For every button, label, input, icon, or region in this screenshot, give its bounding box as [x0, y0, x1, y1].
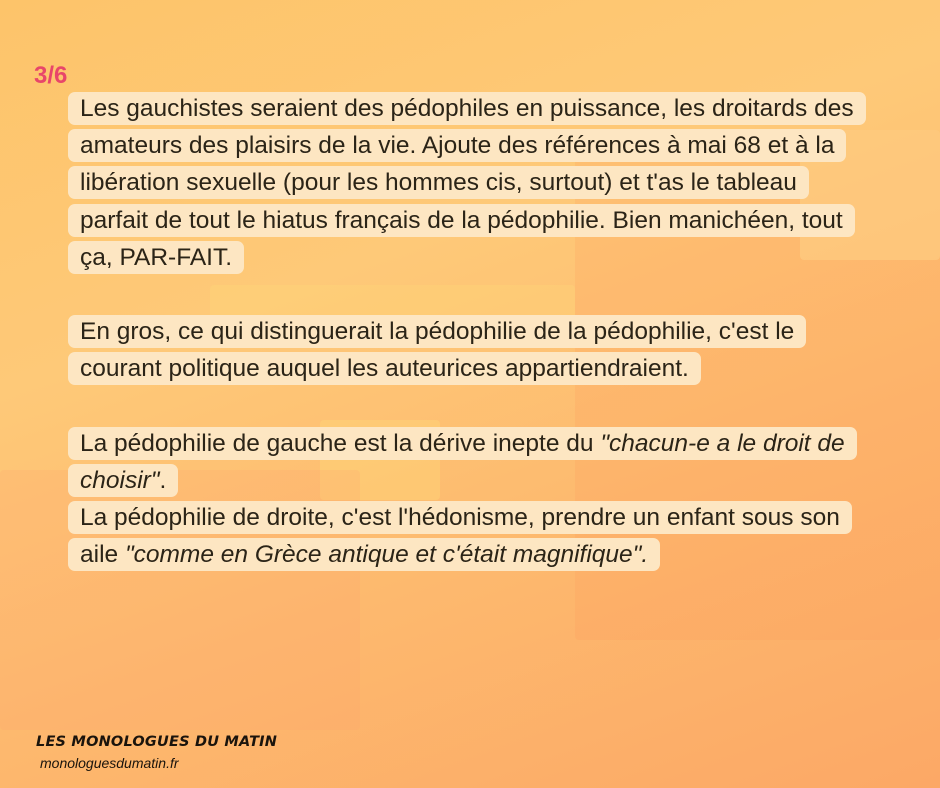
paragraph-3: [68, 425, 868, 574]
brand-logo-text: LES MONOLOGUES DU MATIN: [36, 734, 278, 750]
paragraph-1: [68, 90, 868, 276]
paragraph-text: La pédophilie de droite, c'est l'hédonisme, prendre un enfant sous son aile: [80, 504, 840, 569]
paragraph-text: La pédophilie de gauche est la dérive inepte du: [80, 429, 601, 457]
text-block: [68, 90, 868, 574]
quote-text: "chacun-e a le droit de choisir": [80, 429, 845, 494]
paragraph-line: [68, 427, 857, 497]
paragraph-text: En gros, ce qui distinguerait la pédophilie de la pédophilie, c'est le courant politique auquel les auteurices appartiendraient.: [68, 315, 806, 385]
paragraph-2: [68, 313, 868, 387]
paragraph-text: .: [159, 467, 167, 494]
page-counter: 3/6: [34, 62, 68, 89]
paragraph-text: Les gauchistes seraient des pédophiles en puissance, les droitards des amateurs des plaisirs de la vie. Ajoute des références à mai 68 et à la libération sexuelle (pour les hommes cis, surtout) et t'as le tableau parfait de tout le hiatus français de la pédophilie. Bien manichéen, tout ça, PAR-FAIT.: [68, 92, 866, 274]
quote-text: "comme en Grèce antique et c'était magnifique".: [124, 541, 649, 569]
brand-url: monologuesdumatin.fr: [40, 755, 179, 771]
paragraph-line: [68, 501, 852, 571]
